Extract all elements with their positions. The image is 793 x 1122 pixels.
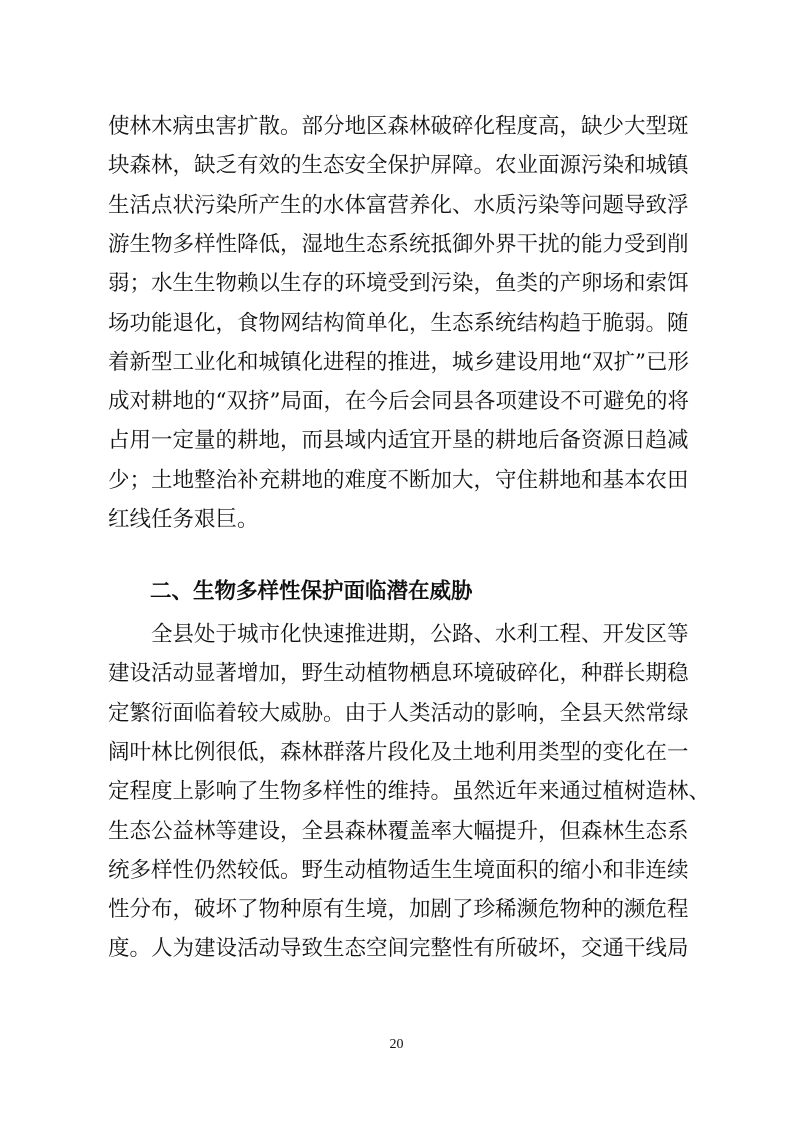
paragraph-line: 生活点状污染所产生的水体富营养化、水质污染等问题导致浮 (108, 192, 689, 218)
paragraph-line: 着新型工业化和城镇化进程的推进，城乡建设用地“双扩”已形 (108, 349, 689, 375)
paragraph-line: 性分布，破坏了物种原有生境，加剧了珍稀濒危物种的濒危程 (108, 897, 689, 923)
paragraph-line: 占用一定量的耕地，而县域内适宜开垦的耕地后备资源日趋减 (108, 428, 689, 454)
paragraph-line: 定繁衍面临着较大威胁。由于人类活动的影响，全县天然常绿 (108, 700, 689, 726)
paragraph-line: 游生物多样性降低，湿地生态系统抵御外界干扰的能力受到削 (108, 231, 689, 257)
paragraph-line: 块森林，缺乏有效的生态安全保护屏障。农业面源污染和城镇 (108, 153, 689, 179)
paragraph-line: 阔叶林比例很低，森林群落片段化及土地利用类型的变化在一 (108, 739, 689, 765)
paragraph-line: 场功能退化，食物网结构简单化，生态系统结构趋于脆弱。随 (108, 310, 689, 336)
paragraph-line: 少；土地整治补充耕地的难度不断加大，守住耕地和基本农田 (108, 467, 689, 493)
paragraph-line: 生态公益林等建设，全县森林覆盖率大幅提升，但森林生态系 (108, 818, 689, 844)
paragraph-line: 红线任务艰巨。 (108, 507, 259, 532)
section-heading: 二、生物多样性保护面临潜在威胁 (150, 579, 473, 604)
paragraph-line: 定程度上影响了生物多样性的维持。虽然近年来通过植树造林、 (108, 779, 711, 805)
page-number: 20 (389, 1037, 404, 1052)
paragraph-line: 统多样性仍然较低。野生动植物适生生境面积的缩小和非连续 (108, 857, 689, 883)
paragraph-line: 成对耕地的“双挤”局面，在今后会同县各项建设不可避免的将 (108, 389, 689, 415)
paragraph-line: 建设活动显著增加，野生动植物栖息环境破碎化，种群长期稳 (108, 661, 689, 687)
paragraph-line: 弱；水生生物赖以生存的环境受到污染，鱼类的产卵场和索饵 (108, 271, 689, 297)
paragraph-line: 全县处于城市化快速推进期，公路、水利工程、开发区等 (151, 622, 689, 647)
paragraph-line: 使林木病虫害扩散。部分地区森林破碎化程度高，缺少大型斑 (108, 114, 689, 139)
paragraph-line: 度。人为建设活动导致生态空间完整性有所破坏，交通干线局 (108, 936, 689, 962)
